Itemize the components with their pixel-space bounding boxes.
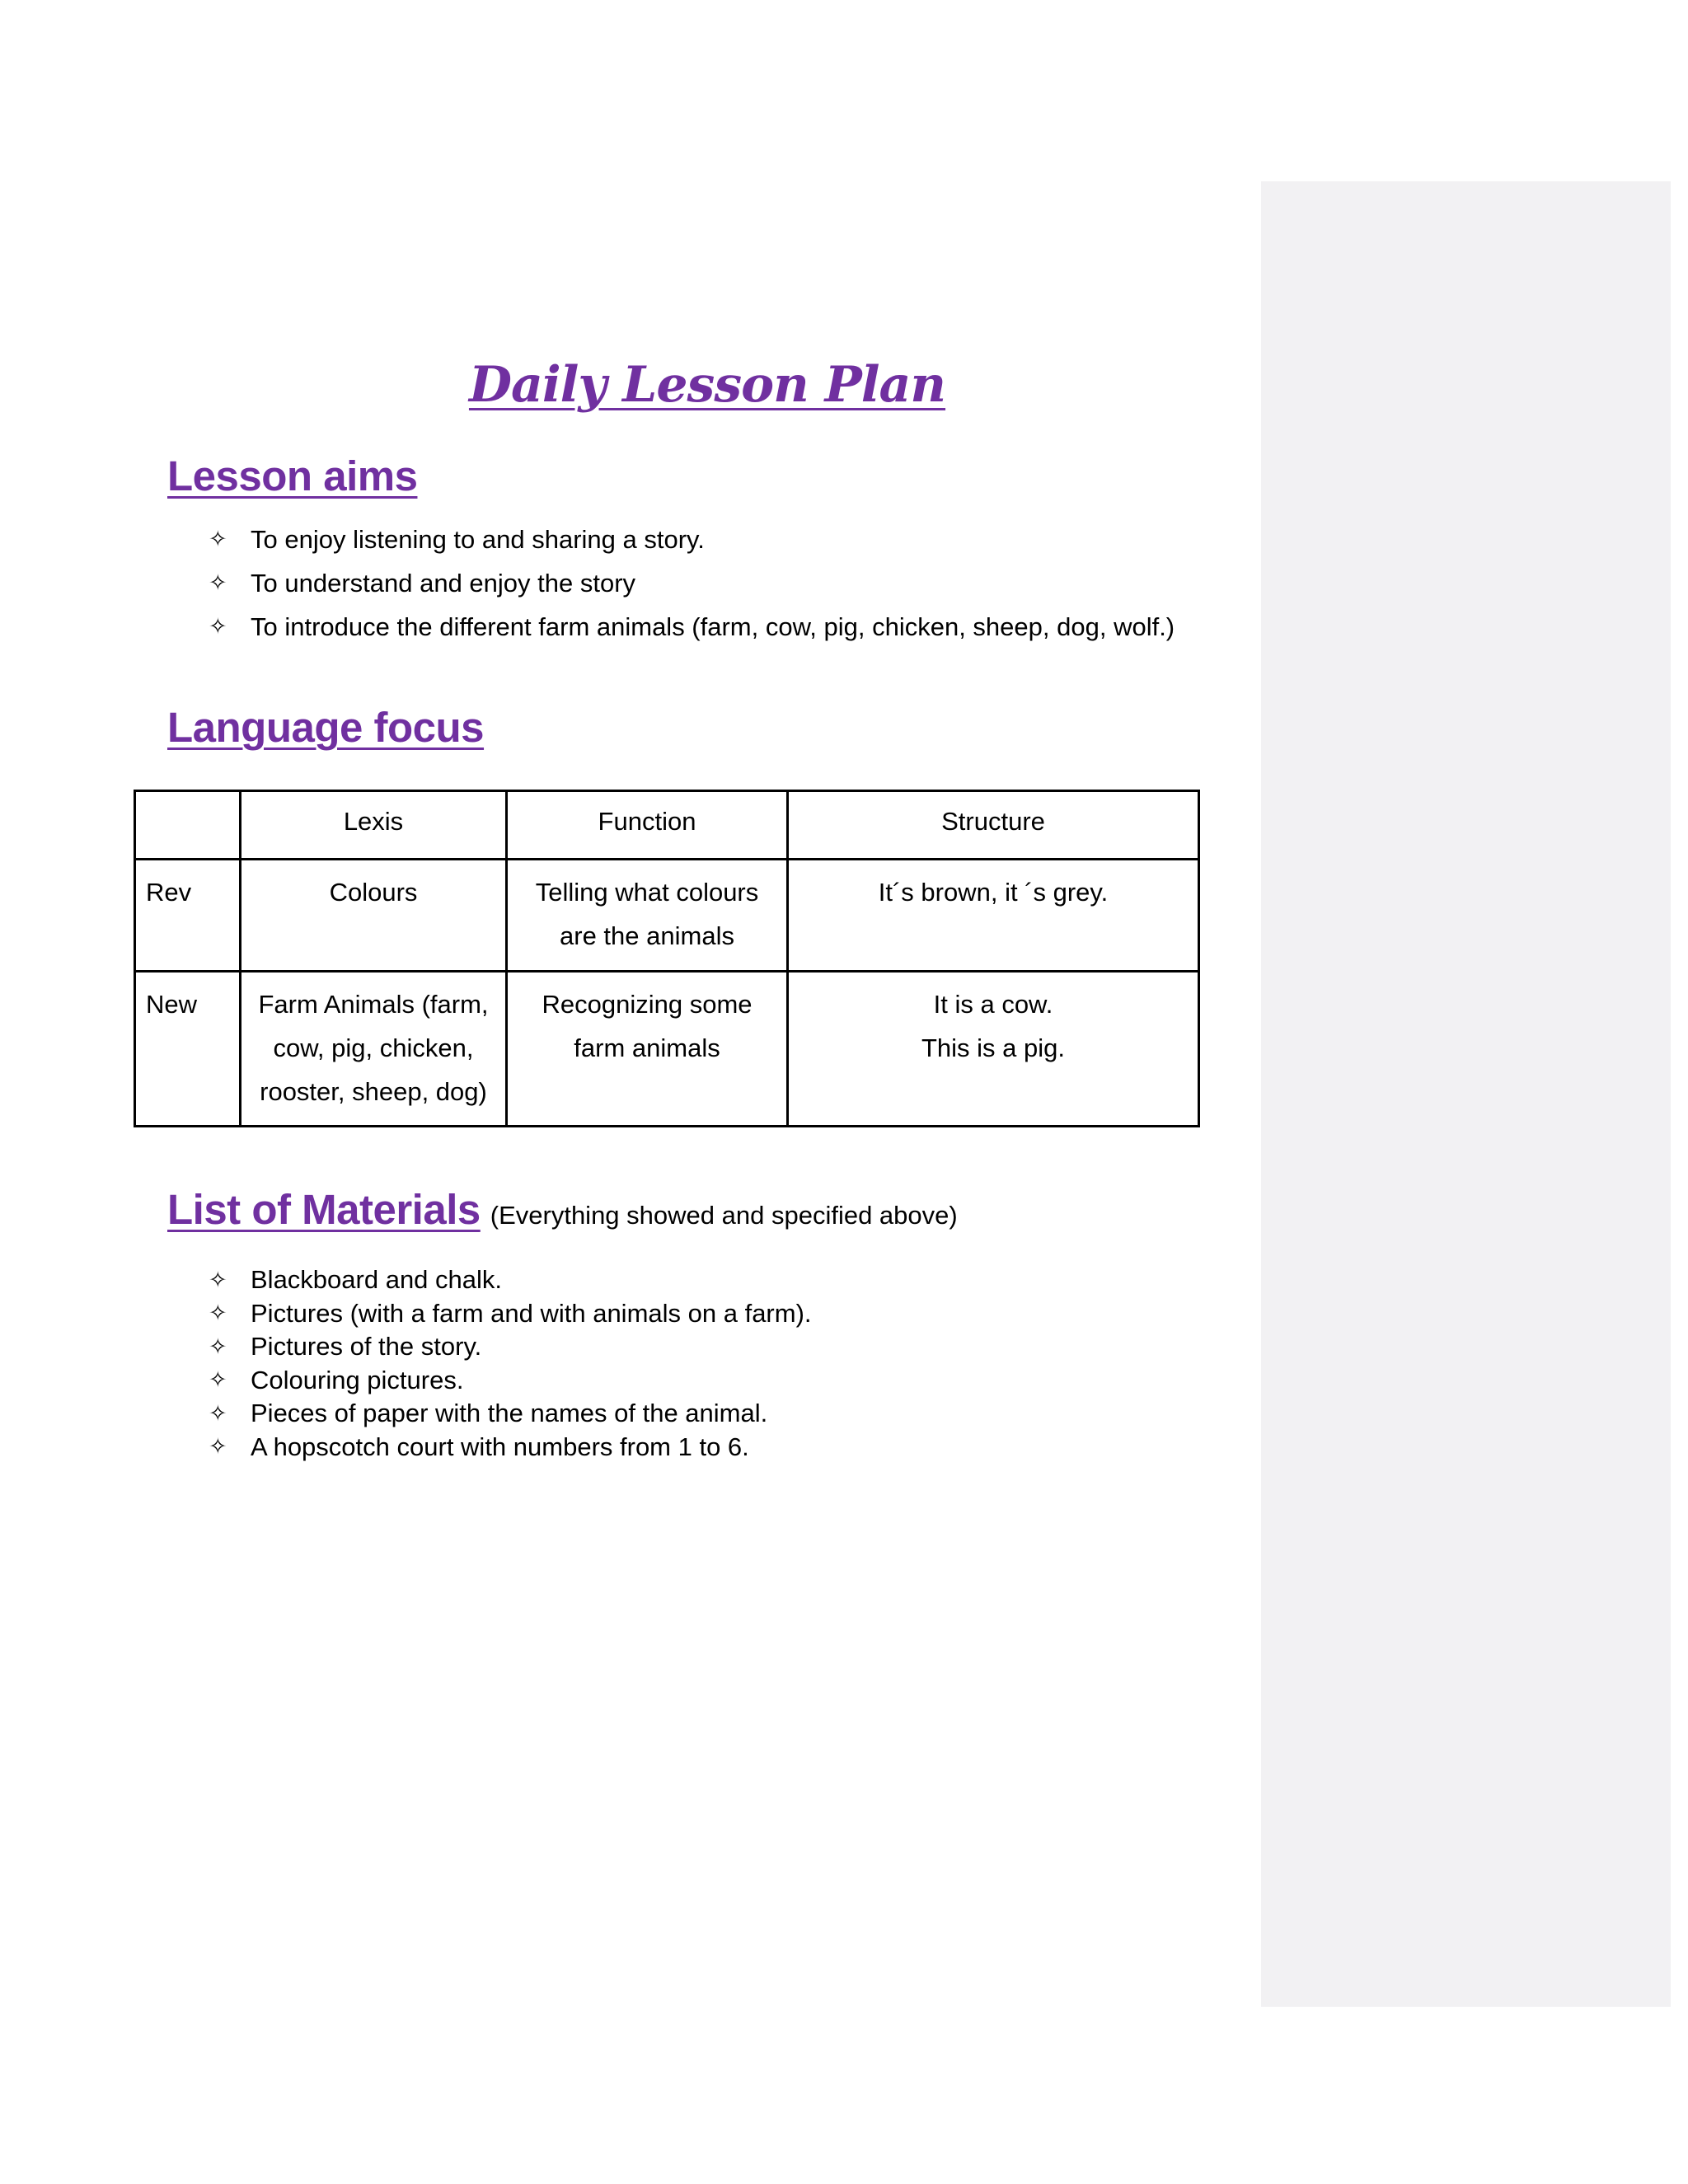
list-item-text: Blackboard and chalk. bbox=[251, 1265, 503, 1295]
cell-line: Telling what colours bbox=[535, 878, 759, 907]
table-cell-lexis bbox=[241, 860, 507, 972]
language-focus-heading: Language focus bbox=[167, 704, 485, 751]
cell-line: This is a pig. bbox=[921, 1033, 1065, 1062]
sparkle-bullet-icon: ✧ bbox=[209, 1400, 227, 1427]
lesson-aims-heading: Lesson aims bbox=[167, 452, 418, 499]
list-item-text: A hopscotch court with numbers from 1 to 6. bbox=[251, 1432, 749, 1461]
table-row bbox=[135, 860, 1199, 972]
sparkle-bullet-icon: ✧ bbox=[209, 1301, 227, 1327]
table-header-cell: Function bbox=[507, 791, 788, 860]
list-item-text: Pictures (with a farm and with animals on a farm). bbox=[251, 1298, 812, 1328]
table-cell-structure bbox=[788, 860, 1199, 972]
row-label: New bbox=[135, 972, 241, 1127]
cell-line: Farm Animals (farm, bbox=[258, 990, 489, 1019]
cell-line: farm animals bbox=[574, 1033, 720, 1062]
sparkle-bullet-icon: ✧ bbox=[209, 614, 227, 640]
list-item-text: Pictures of the story. bbox=[251, 1332, 482, 1361]
sparkle-bullet-icon: ✧ bbox=[209, 1434, 227, 1460]
cell-line: cow, pig, chicken, bbox=[273, 1033, 474, 1062]
cell-line: Recognizing some bbox=[542, 990, 753, 1019]
document-title: Daily Lesson Plan bbox=[468, 356, 946, 414]
comment-margin-pane bbox=[1261, 181, 1671, 2007]
list-item-text: Pieces of paper with the names of the animal. bbox=[251, 1399, 768, 1428]
materials-heading-text: List of Materials bbox=[167, 1186, 481, 1233]
sparkle-bullet-icon: ✧ bbox=[209, 570, 227, 596]
materials-list bbox=[209, 1263, 812, 1464]
list-item-text: To introduce the different farm animals (farm, cow, pig, chicken, sheep, dog, wolf.) bbox=[251, 612, 1175, 641]
list-item bbox=[209, 1431, 812, 1465]
table-header-cell: Lexis bbox=[241, 791, 507, 860]
list-item-text: Colouring pictures. bbox=[251, 1365, 464, 1394]
row-label: Rev bbox=[135, 860, 241, 972]
table-cell-function bbox=[507, 972, 788, 1127]
lesson-aims-list bbox=[209, 518, 1175, 649]
table-header-row bbox=[135, 791, 1199, 860]
language-focus-table bbox=[134, 790, 1200, 1127]
list-item bbox=[209, 1263, 812, 1297]
sparkle-bullet-icon: ✧ bbox=[209, 1333, 227, 1360]
sparkle-bullet-icon: ✧ bbox=[209, 527, 227, 552]
cell-line: Colours bbox=[329, 878, 418, 907]
list-item bbox=[209, 518, 1175, 561]
table-row bbox=[135, 972, 1199, 1127]
table-cell-function bbox=[507, 860, 788, 972]
table-cell-lexis bbox=[241, 972, 507, 1127]
list-item bbox=[209, 561, 1175, 605]
cell-line: are the animals bbox=[560, 921, 734, 950]
table-header-cell bbox=[135, 791, 241, 860]
list-item bbox=[209, 1397, 812, 1431]
cell-line: It´s brown, it ´s grey. bbox=[878, 878, 1109, 907]
list-item-text: To understand and enjoy the story bbox=[251, 568, 636, 598]
table-cell-structure bbox=[788, 972, 1199, 1127]
sparkle-bullet-icon: ✧ bbox=[209, 1367, 227, 1394]
sparkle-bullet-icon: ✧ bbox=[209, 1267, 227, 1293]
list-item-text: To enjoy listening to and sharing a story. bbox=[251, 524, 705, 554]
materials-heading bbox=[167, 1185, 958, 1234]
list-item bbox=[209, 1297, 812, 1331]
materials-heading-note: (Everything showed and specified above) bbox=[490, 1201, 958, 1230]
list-item bbox=[209, 1364, 812, 1398]
list-item bbox=[209, 605, 1175, 649]
cell-line: It is a cow. bbox=[933, 990, 1053, 1019]
cell-line: rooster, sheep, dog) bbox=[260, 1077, 487, 1106]
list-item bbox=[209, 1330, 812, 1364]
table-header-cell: Structure bbox=[788, 791, 1199, 860]
